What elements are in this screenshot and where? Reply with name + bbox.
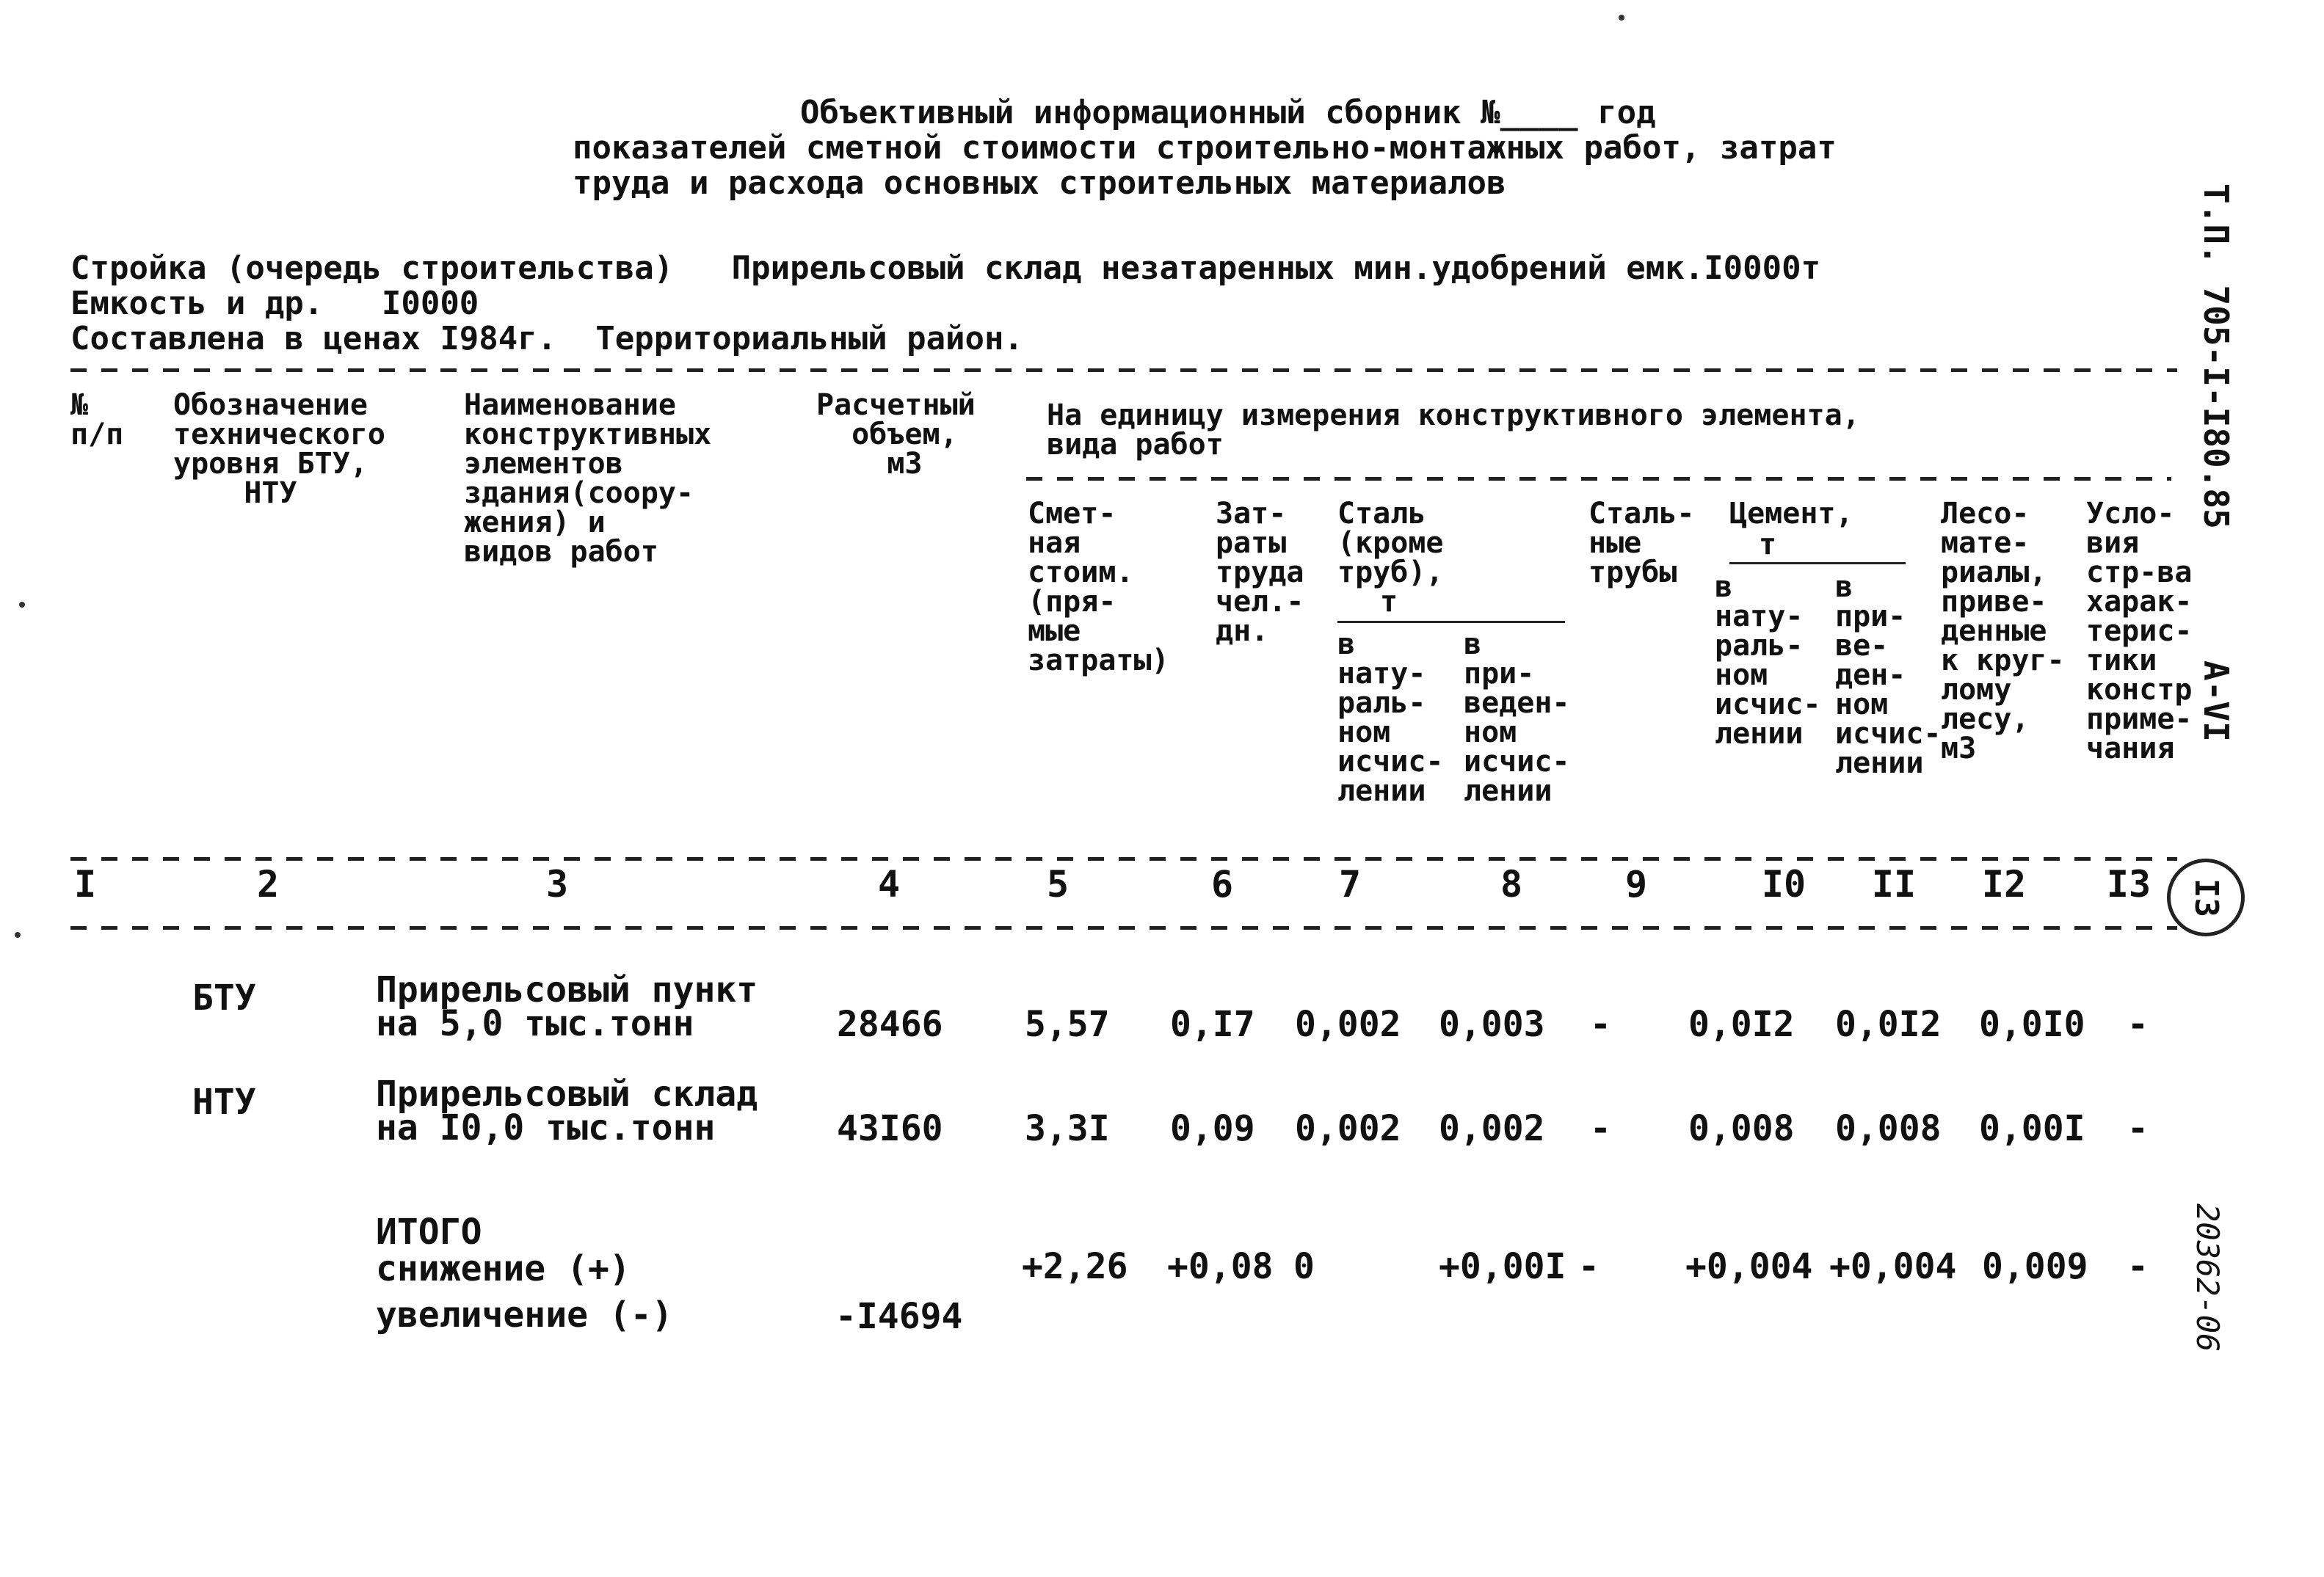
header-bottom-rule bbox=[70, 857, 2177, 861]
col-header-13: Усло- вия стр-ва харак- терис- тики констр приме- чания bbox=[2086, 497, 2193, 765]
total-pipes: - bbox=[1578, 1246, 1599, 1287]
header-line-3: труда и расхода основных строительных материалов bbox=[573, 164, 1506, 202]
col-number-5: 5 bbox=[1046, 863, 1070, 906]
row-1-name: Прирельсовый пункт на 5,0 тыс.тонн bbox=[376, 969, 758, 1044]
row-1-level: БТУ bbox=[192, 977, 256, 1019]
info-prices: Составлена в ценах I984г. Территориальный район. bbox=[70, 320, 1024, 357]
col-number-9: 9 bbox=[1624, 863, 1648, 906]
total-notes: - bbox=[2127, 1246, 2149, 1287]
row-1-cement-reduced: 0,0I2 bbox=[1835, 1004, 1942, 1045]
col-number-7: 7 bbox=[1338, 863, 1362, 906]
row-1-steel-natural: 0,002 bbox=[1295, 1004, 1401, 1045]
total-volume: -I4694 bbox=[835, 1296, 963, 1337]
steel-unit: т bbox=[1380, 585, 1398, 619]
col-header-5: Смет- ная стоим. (пря- мые затраты) bbox=[1028, 497, 1169, 677]
col-header-3: Наименование конструктивных элементов здания(соору- жения) и видов работ bbox=[464, 388, 712, 569]
col-header-10: в нату- раль- ном исчис- лении bbox=[1715, 570, 1821, 751]
col-header-11: в при- ве- ден- ном исчис- лении bbox=[1835, 570, 1942, 780]
steel-underline bbox=[1337, 621, 1565, 623]
row-2-name: Прирельсовый склад на I0,0 тыс.тонн bbox=[376, 1074, 758, 1148]
total-labor: +0,08 bbox=[1167, 1246, 1274, 1287]
col-header-2: Обозначение технического уровня БТУ, НТУ bbox=[173, 388, 385, 510]
row-1-timber: 0,0I0 bbox=[1979, 1004, 2085, 1045]
row-2-steel-reduced: 0,002 bbox=[1439, 1108, 1545, 1149]
row-2-labor: 0,09 bbox=[1170, 1108, 1255, 1149]
total-steel-natural: 0 bbox=[1293, 1246, 1315, 1287]
scan-speck bbox=[15, 932, 21, 938]
total-cement-reduced: +0,004 bbox=[1829, 1246, 1957, 1287]
col-header-12: Лесо- мате- риалы, приве- денные к круг- лому лесу, м3 bbox=[1941, 497, 2065, 765]
group-rule bbox=[1026, 477, 2171, 481]
total-steel-reduced: +0,00I bbox=[1439, 1246, 1566, 1287]
scan-speck bbox=[19, 602, 25, 608]
row-1-volume: 28466 bbox=[837, 1004, 943, 1045]
col-number-10: I0 bbox=[1761, 863, 1806, 906]
doc-code-vertical: Т.П. 705-I-I80.85 bbox=[2196, 183, 2236, 529]
header-top-rule bbox=[70, 368, 2177, 372]
col-number-11: II bbox=[1871, 863, 1917, 906]
scan-speck bbox=[1619, 15, 1624, 21]
col-header-1: № п/п bbox=[70, 388, 124, 451]
col-number-4: 4 bbox=[877, 863, 901, 906]
header-line-2: показателей сметной стоимости строительно-монтажных работ, затрат bbox=[573, 129, 1837, 167]
row-2-timber: 0,00I bbox=[1979, 1108, 2085, 1149]
row-1-cement-natural: 0,0I2 bbox=[1688, 1004, 1795, 1045]
sheet-label-vertical: А-VI bbox=[2196, 660, 2236, 742]
row-2-cement-reduced: 0,008 bbox=[1835, 1108, 1942, 1149]
col-number-12: I2 bbox=[1981, 863, 2027, 906]
numbering-bottom-rule bbox=[70, 926, 2177, 930]
row-1-notes: - bbox=[2127, 1004, 2149, 1045]
row-2-pipes: - bbox=[1590, 1108, 1611, 1149]
col-number-3: 3 bbox=[545, 863, 569, 906]
row-2-volume: 43I60 bbox=[837, 1108, 943, 1149]
cement-unit: т bbox=[1759, 528, 1777, 561]
col-header-cement: Цемент, bbox=[1729, 497, 1853, 531]
row-1-pipes: - bbox=[1590, 1004, 1611, 1045]
row-2-cost: 3,3I bbox=[1025, 1108, 1110, 1149]
stamp-vertical: 20362-06 bbox=[2190, 1203, 2226, 1352]
total-increase-label: увеличение (-) bbox=[376, 1294, 673, 1336]
cement-underline bbox=[1729, 562, 1906, 564]
row-2-notes: - bbox=[2127, 1108, 2149, 1149]
col-number-13: I3 bbox=[2106, 863, 2151, 906]
total-label: ИТОГО снижение (+) bbox=[376, 1212, 631, 1289]
row-2-steel-natural: 0,002 bbox=[1295, 1108, 1401, 1149]
total-cement-natural: +0,004 bbox=[1685, 1246, 1813, 1287]
total-timber: 0,009 bbox=[1982, 1246, 2088, 1287]
col-header-group: На единицу измерения конструктивного элемента, вида работ bbox=[1047, 398, 1860, 462]
row-1-steel-reduced: 0,003 bbox=[1439, 1004, 1545, 1045]
col-header-9: Сталь- ные трубы bbox=[1588, 497, 1695, 589]
col-number-1: I bbox=[73, 863, 97, 906]
col-header-4: Расчетный объем, м3 bbox=[816, 388, 976, 481]
page-number: I3 bbox=[2187, 878, 2225, 917]
col-number-2: 2 bbox=[256, 863, 280, 906]
col-header-6: Зат- раты труда чел.- дн. bbox=[1216, 497, 1304, 648]
col-header-8: в при- веден- ном исчис- лении bbox=[1464, 627, 1570, 808]
row-2-level: НТУ bbox=[192, 1082, 256, 1123]
row-2-cement-natural: 0,008 bbox=[1688, 1108, 1795, 1149]
page-number-circle bbox=[2167, 859, 2245, 936]
col-number-8: 8 bbox=[1500, 863, 1523, 906]
col-header-7: в нату- раль- ном исчис- лении bbox=[1337, 627, 1444, 808]
total-cost: +2,26 bbox=[1022, 1246, 1128, 1287]
col-number-6: 6 bbox=[1210, 863, 1234, 906]
header-line-1: Объективный информационный сборник №____ год bbox=[800, 94, 1656, 131]
row-1-cost: 5,57 bbox=[1025, 1004, 1110, 1045]
info-construction: Стройка (очередь строительства) Прирельсовый склад незатаренных мин.удобрений емк.I0000т bbox=[70, 250, 1821, 287]
info-capacity: Емкость и др. I0000 bbox=[70, 285, 479, 322]
col-header-steel: Сталь (кроме труб), bbox=[1337, 497, 1444, 589]
row-1-labor: 0,I7 bbox=[1170, 1004, 1255, 1045]
